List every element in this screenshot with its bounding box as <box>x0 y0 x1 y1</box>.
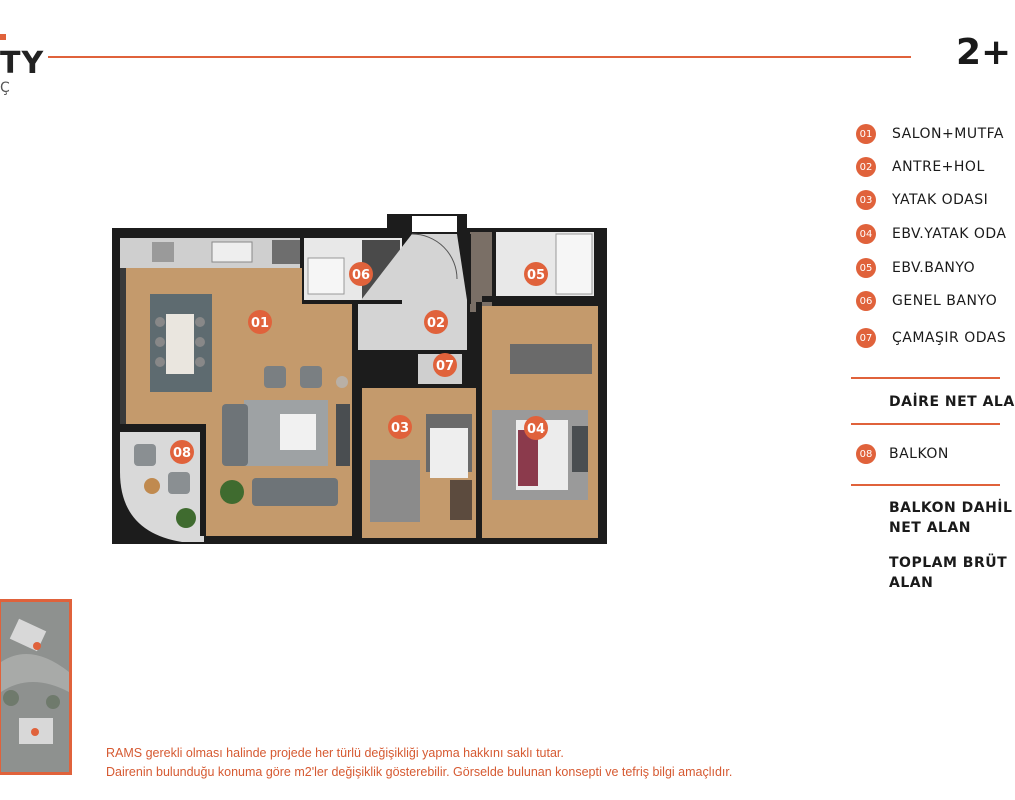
dining-chair <box>155 317 165 327</box>
dining-chair <box>155 337 165 347</box>
unit-type-title: 2+ <box>956 32 1012 73</box>
legend-item-08 <box>856 444 949 464</box>
dresser <box>572 426 588 472</box>
gross-line1: TOPLAM BRÜT <box>889 555 1008 571</box>
gross-area-label <box>889 553 1007 593</box>
legend-divider <box>851 423 1000 425</box>
interior-wall <box>467 234 471 304</box>
entry-door-gap <box>412 216 457 232</box>
balcony-net-line2: NET ALAN <box>889 520 972 536</box>
disclaimer-line-1: RAMS gerekli olması halinde projede her türlü değişikliği yapma hakkını saklı tutar. <box>106 746 564 760</box>
balcony-table <box>144 478 160 494</box>
header-divider <box>48 56 911 58</box>
legend-item-02 <box>856 157 985 177</box>
room-badge-03 <box>388 415 412 439</box>
sofa-bottom <box>252 478 338 506</box>
interior-wall <box>302 300 402 304</box>
shower <box>308 258 344 294</box>
master-headboard <box>510 344 592 374</box>
logo: TY <box>0 46 45 81</box>
dining-chair <box>195 317 205 327</box>
room-badge-07 <box>433 353 457 377</box>
interior-wall <box>482 296 598 302</box>
tv-unit <box>336 404 350 466</box>
legend-number: 08 <box>856 444 876 464</box>
armchair <box>300 366 322 388</box>
svg-text:07: 07 <box>435 359 455 374</box>
floor-plan <box>112 214 607 547</box>
svg-text:05: 05 <box>526 268 546 283</box>
legend-label: ANTRE+HOL <box>892 159 985 175</box>
svg-text:01: 01 <box>250 316 270 331</box>
net-area-label: DAİRE NET ALA <box>889 394 1015 410</box>
legend-divider <box>851 377 1000 379</box>
dining-chair <box>155 357 165 367</box>
disclaimer-notes <box>106 744 732 782</box>
legend-item-04 <box>856 224 1007 244</box>
legend-divider <box>851 484 1000 486</box>
room-badge-06 <box>349 262 373 286</box>
kitchen-hob <box>212 242 252 262</box>
disclaimer-line-2: Dairenin bulunduğu konuma göre m2'ler değişiklik gösterebilir. Görselde bulunan konsepti ve tefriş bilgi amaçlıdır. <box>106 765 733 779</box>
svg-text:03: 03 <box>390 421 410 436</box>
plant <box>220 480 244 504</box>
legend-number: 06 <box>856 291 876 311</box>
gross-line2: ALAN <box>889 575 934 591</box>
room-badge-05 <box>524 262 548 286</box>
interior-wall <box>414 384 476 388</box>
legend-item-07 <box>856 328 1006 348</box>
dining-table <box>166 314 194 374</box>
legend-item-01 <box>856 124 1004 144</box>
balcony-wall <box>200 424 206 536</box>
room-badge-04 <box>524 416 548 440</box>
legend-number: 02 <box>856 157 876 177</box>
legend-number: 03 <box>856 190 876 210</box>
dining-chair <box>195 357 205 367</box>
legend-label: YATAK ODASI <box>892 192 989 208</box>
legend-number: 07 <box>856 328 876 348</box>
side-table <box>336 376 348 388</box>
legend-label: EBV.YATAK ODA <box>892 226 1007 242</box>
legend-item-06 <box>856 291 997 311</box>
room-badge-02 <box>424 310 448 334</box>
room-badge-08 <box>170 440 194 464</box>
room-badge-01 <box>248 310 272 334</box>
living-window <box>120 268 126 424</box>
legend-label: GENEL BANYO <box>892 293 998 309</box>
logo-subtitle: Ç <box>0 80 10 96</box>
legend-label: BALKON <box>889 446 949 462</box>
svg-text:04: 04 <box>526 422 546 437</box>
dining-chair <box>195 337 205 347</box>
legend-number: 04 <box>856 224 876 244</box>
balcony-plant <box>176 508 196 528</box>
bed <box>430 428 468 478</box>
interior-wall <box>476 302 482 538</box>
legend-label: ÇAMAŞIR ODAS <box>892 330 1007 346</box>
bathtub <box>556 234 592 294</box>
bedroom-rug <box>370 460 420 522</box>
armchair <box>264 366 286 388</box>
balcony-net-line1: BALKON DAHİL <box>889 500 1013 516</box>
interior-wall <box>358 350 414 354</box>
interior-wall <box>352 302 358 538</box>
legend-label: EBV.BANYO <box>892 260 976 276</box>
logo-mark <box>0 34 6 40</box>
balcony-net-area-label <box>889 498 1012 538</box>
fridge <box>272 240 300 264</box>
legend-item-05 <box>856 258 975 278</box>
svg-text:06: 06 <box>351 268 371 283</box>
sofa-left <box>222 404 248 466</box>
site-map-image <box>1 602 69 772</box>
coffee-table <box>280 414 316 450</box>
legend-label: SALON+MUTFA <box>892 126 1004 142</box>
legend-number: 05 <box>856 258 876 278</box>
balcony-chair <box>134 444 156 466</box>
kitchen-sink <box>152 242 174 262</box>
svg-text:02: 02 <box>426 316 446 331</box>
svg-text:08: 08 <box>172 446 192 461</box>
balcony-chair <box>168 472 190 494</box>
wardrobe <box>450 480 472 520</box>
site-map-thumbnail <box>0 599 72 775</box>
legend-item-03 <box>856 190 988 210</box>
interior-wall <box>414 350 418 388</box>
legend-number: 01 <box>856 124 876 144</box>
